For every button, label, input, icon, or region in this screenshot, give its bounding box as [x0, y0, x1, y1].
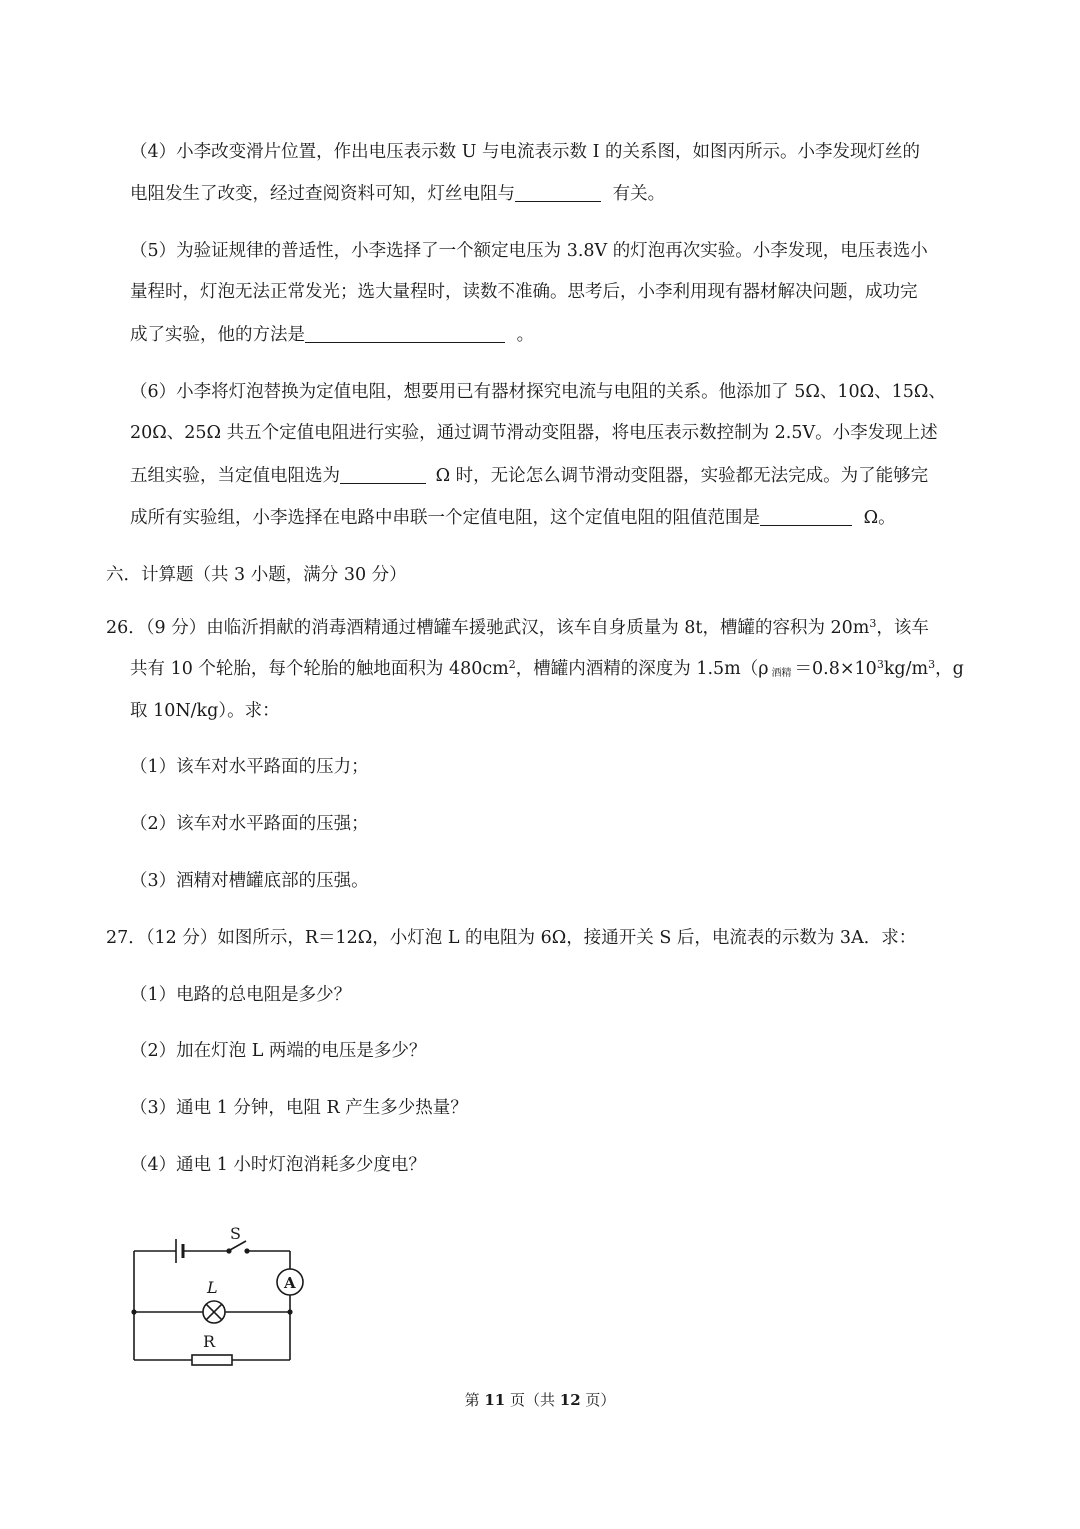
resistor-icon [192, 1355, 232, 1365]
q25-p4-text-end: 有关。 [607, 184, 666, 204]
q27-stem: 27．（12 分）如图所示，R＝12Ω，小灯泡 L 的电阻为 6Ω，接通开关 S 后，电流表的示数为 3A．求： [106, 928, 917, 948]
footer-text: 第 [464, 1391, 485, 1409]
switch-contact-right [245, 1249, 249, 1253]
lamp-label: L [207, 1278, 218, 1297]
page-number: 11 [484, 1391, 506, 1409]
circuit-diagram [120, 1215, 320, 1375]
q25-p6-line1: （6）小李将灯泡替换为定值电阻，想要用已有器材探究电流与电阻的关系。他添加了 5Ω、10Ω、15Ω、 [130, 382, 946, 402]
q25-p5-line2: 量程时，灯泡无法正常发光；选大量程时，读数不准确。思考后，小李利用现有器材解决问题，成功完 [130, 282, 918, 302]
q25-p4-line1: （4）小李改变滑片位置，作出电压表示数 U 与电流表示数 I 的关系图，如图丙所示。小李发现灯丝的 [130, 142, 921, 162]
junction-dot [287, 1309, 292, 1314]
q26-stem-line3: 取 10N/kg）。求： [130, 701, 280, 721]
q25-p5-line1: （5）为验证规律的普适性，小李选择了一个额定电压为 3.8V 的灯泡再次实验。小李发现，电压表选小 [130, 241, 928, 261]
q27-sub-1: （1）电路的总电阻是多少？ [130, 985, 352, 1005]
q27-sub-4: （4）通电 1 小时灯泡消耗多少度电？ [130, 1155, 426, 1175]
section-heading: 六．计算题（共 3 小题，满分 30 分） [106, 565, 407, 585]
q26-sub-1: （1）该车对水平路面的压力； [130, 757, 369, 777]
answer-blank[interactable] [515, 181, 601, 202]
q26-text: ，槽罐内酒精的深度为 1.5m（ρ [515, 659, 769, 679]
superscript: 3 [869, 617, 877, 630]
q25-p6-line4 [130, 505, 896, 530]
switch-label: S [230, 1224, 241, 1243]
page-total: 12 [559, 1391, 581, 1409]
superscript: 3 [876, 658, 884, 671]
q26-text: kg/m [883, 659, 929, 679]
footer-text: 页） [580, 1391, 616, 1409]
q26-stem-line2 [130, 657, 964, 686]
junction-dot [131, 1309, 136, 1314]
q25-p5-text-end: 。 [511, 325, 535, 345]
q27-sub-2: （2）加在灯泡 L 两端的电压是多少？ [130, 1041, 427, 1061]
q25-p6-text-4-end: Ω。 [858, 508, 896, 528]
q26-text: 26．（9 分）由临沂捐献的消毒酒精通过槽罐车援驰武汉，该车自身质量为 8t，槽罐的容积为 20m [106, 618, 870, 638]
q25-p6-line3 [130, 463, 928, 488]
superscript: 3 [928, 658, 936, 671]
resistor-label: R [203, 1332, 216, 1351]
q25-p5-text: 成了实验，他的方法是 [130, 325, 305, 345]
answer-blank[interactable] [340, 463, 426, 484]
q25-p4-line2 [130, 181, 665, 206]
q25-p6-text-mid: Ω 时，无论怎么调节滑动变阻器，实验都无法完成。为了能够完 [430, 466, 929, 486]
q26-text: ＝0.8×10 [794, 659, 877, 679]
q25-p6-text: 五组实验，当定值电阻选为 [130, 466, 340, 486]
ammeter-label: A [284, 1274, 296, 1292]
q25-p6-text-4: 成所有实验组，小李选择在电路中串联一个定值电阻，这个定值电阻的阻值范围是 [130, 508, 760, 528]
q26-text: ，该车 [876, 618, 929, 638]
page-footer [0, 1390, 1080, 1410]
q25-p6-line2: 20Ω、25Ω 共五个定值电阻进行实验，通过调节滑动变阻器，将电压表示数控制为 2.5V。小李发现上述 [130, 423, 938, 443]
answer-blank[interactable] [305, 322, 505, 343]
q26-text: 共有 10 个轮胎，每个轮胎的触地面积为 480cm [130, 659, 509, 679]
subscript: 酒精 [771, 668, 792, 679]
q27-sub-3: （3）通电 1 分钟，电阻 R 产生多少热量？ [130, 1098, 468, 1118]
answer-blank[interactable] [760, 505, 852, 526]
q25-p5-line3 [130, 322, 534, 347]
q26-sub-2: （2）该车对水平路面的压强； [130, 814, 369, 834]
footer-text: 页（共 [505, 1391, 560, 1409]
q25-p4-text: 电阻发生了改变，经过查阅资料可知，灯丝电阻与 [130, 184, 515, 204]
q26-text: ，g [935, 659, 964, 679]
q26-sub-3: （3）酒精对槽罐底部的压强。 [130, 871, 369, 891]
superscript: 2 [508, 658, 516, 671]
q26-stem-line1 [106, 616, 929, 640]
